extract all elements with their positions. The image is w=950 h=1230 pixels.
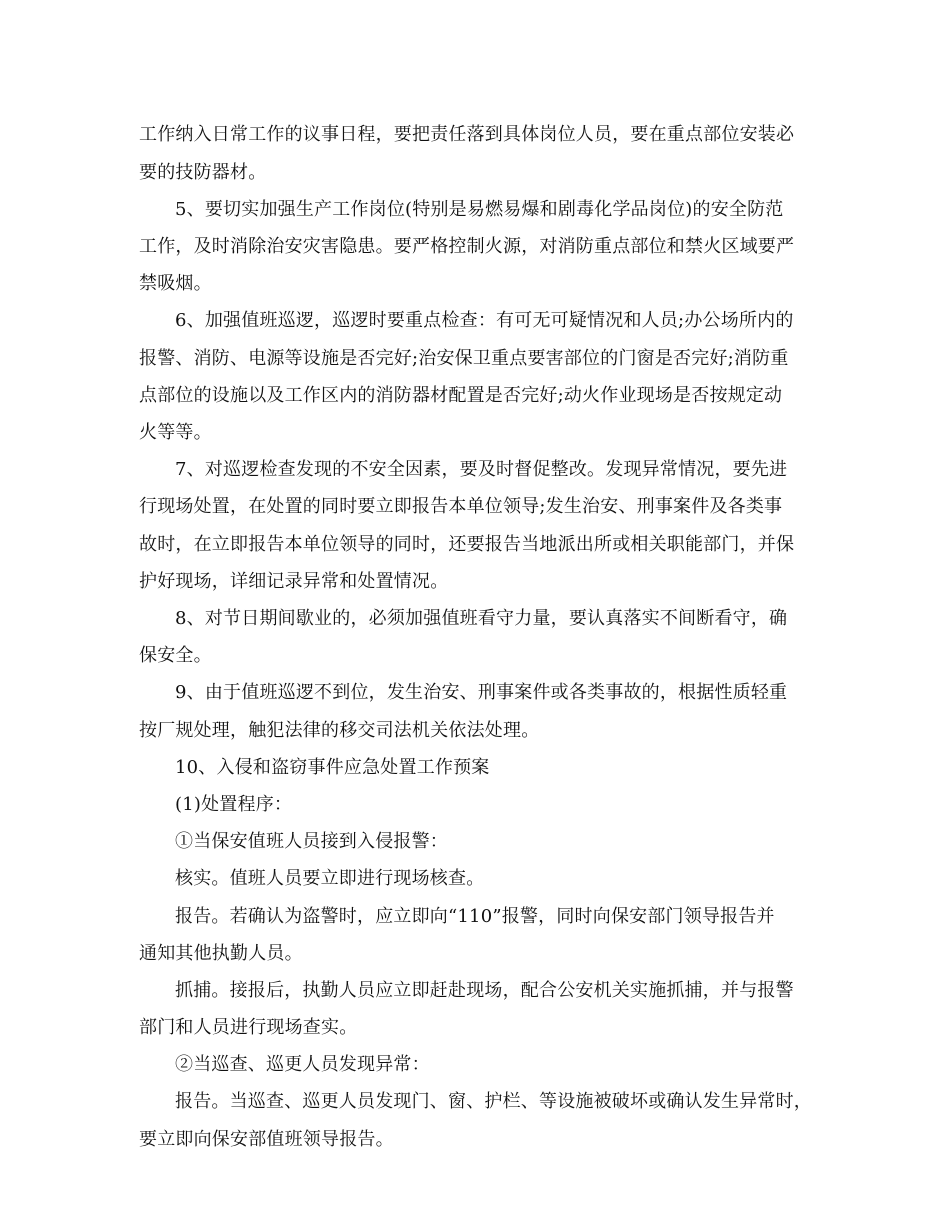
text-line: 故时，在立即报告本单位领导的同时，还要报告当地派出所或相关职能部门，并保: [139, 534, 795, 555]
text-line: 护好现场，详细记录异常和处置情况。: [139, 571, 449, 592]
text-line: ②当巡查、巡更人员发现异常：: [175, 1054, 430, 1075]
text-line: 5、要切实加强生产工作岗位(特别是易燃易爆和剧毒化学品岗位)的安全防范: [175, 199, 784, 220]
text-line: 报告。若确认为盗警时，应立即向“110”报警，同时向保安部门领导报告并: [175, 906, 775, 927]
text-line: 10、入侵和盗窃事件应急处置工作预案: [175, 757, 490, 778]
text-line: 报告。当巡查、巡更人员发现门、窗、护栏、等设施被破坏或确认发生异常时，: [175, 1091, 812, 1112]
text-line: 火等等。: [139, 422, 212, 443]
text-line: 核实。值班人员要立即进行现场核查。: [175, 868, 485, 889]
text-line: (1)处置程序：: [175, 794, 293, 815]
text-line: 要立即向保安部值班领导报告。: [139, 1129, 394, 1150]
text-line: 工作，及时消除治安灾害隐患。要严格控制火源，对消防重点部位和禁火区域要严: [139, 236, 795, 257]
text-line: 点部位的设施以及工作区内的消防器材配置是否完好;动火作业现场是否按规定动: [139, 385, 783, 406]
text-line: 工作纳入日常工作的议事日程，要把责任落到具体岗位人员，要在重点部位安装必: [139, 124, 795, 145]
text-line: 行现场处置，在处置的同时要立即报告本单位领导;发生治安、刑事案件及各类事: [139, 496, 783, 517]
text-line: ①当保安值班人员接到入侵报警：: [175, 831, 448, 852]
text-line: 7、对巡逻检查发现的不安全因素，要及时督促整改。发现异常情况，要先进: [175, 459, 788, 480]
text-line: 抓捕。接报后，执勤人员应立即赶赴现场，配合公安机关实施抓捕，并与报警: [175, 980, 794, 1001]
text-line: 通知其他执勤人员。: [139, 943, 303, 964]
text-line: 保安全。: [139, 645, 212, 666]
text-line: 要的技防器材。: [139, 162, 267, 183]
text-line: 8、对节日期间歇业的，必须加强值班看守力量，要认真落实不间断看守，确: [175, 608, 788, 629]
text-line: 6、加强值班巡逻，巡逻时要重点检查：有可无可疑情况和人员;办公场所内的: [175, 310, 794, 331]
text-line: 部门和人员进行现场查实。: [139, 1017, 358, 1038]
text-line: 报警、消防、电源等设施是否完好;治安保卫重点要害部位的门窗是否完好;消防重: [139, 348, 789, 369]
text-line: 禁吸烟。: [139, 273, 212, 294]
text-line: 按厂规处理，触犯法律的移交司法机关依法处理。: [139, 720, 540, 741]
text-line: 9、由于值班巡逻不到位，发生治安、刑事案件或各类事故的，根据性质轻重: [175, 682, 788, 703]
